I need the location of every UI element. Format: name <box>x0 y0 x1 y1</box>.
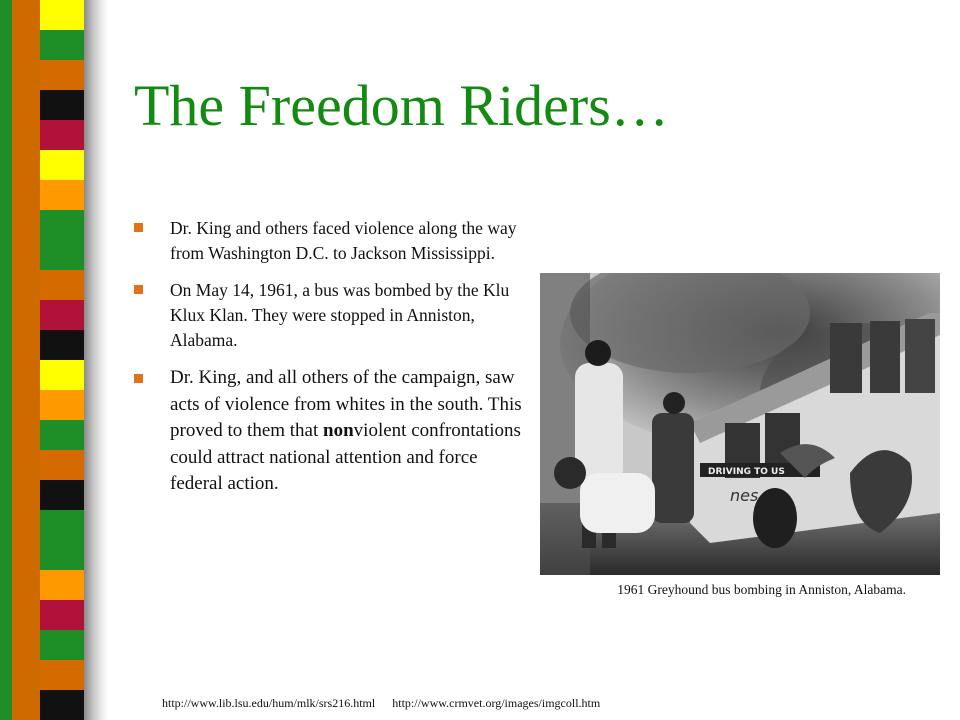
stripe-block <box>40 300 84 330</box>
bullet-item <box>134 278 524 353</box>
stripe-block <box>40 240 84 270</box>
decorative-stripe <box>0 0 110 720</box>
bullet-list <box>134 216 524 510</box>
photo-person-head <box>663 392 685 414</box>
photo-person-head <box>554 457 586 489</box>
stripe-block <box>40 90 84 120</box>
stripe-block <box>40 330 84 360</box>
stripe-block <box>40 120 84 150</box>
photo-bus-wheel <box>753 488 797 548</box>
photo-bus-window <box>830 323 862 393</box>
stripe-block <box>40 30 84 60</box>
source-link-crmvet[interactable]: http://www.crmvet.org/images/imgcoll.htm <box>392 696 601 710</box>
stripe-block <box>40 150 84 180</box>
bullet-text: On May 14, 1961, a bus was bombed by the Klu Klux Klan. They were stopped in Anniston, Alabama. <box>170 280 510 350</box>
photo-person-crouching <box>580 473 655 533</box>
bullet-square-icon <box>134 223 143 232</box>
photo-bus-window <box>905 319 935 393</box>
stripe-block <box>40 360 84 390</box>
photo-bus-window <box>870 321 900 393</box>
stripe-block <box>40 540 84 570</box>
stripe-shadow <box>84 0 108 720</box>
photo-illustration <box>540 273 940 575</box>
stripe-block <box>40 0 84 30</box>
photo-person-head <box>585 340 611 366</box>
stripe-block <box>40 570 84 600</box>
bullet-item <box>134 216 524 266</box>
source-links <box>162 696 600 711</box>
stripe-block <box>40 690 84 720</box>
stripe-block <box>40 510 84 540</box>
bullet-square-icon <box>134 285 143 294</box>
stripe-block <box>40 270 84 300</box>
slide-title: The Freedom Riders… <box>134 73 669 138</box>
photo-bus-name: nes <box>730 486 759 505</box>
photo-bus-sign: DRIVING TO US <box>708 467 785 477</box>
bullet-item <box>134 365 524 498</box>
bullet-text: Dr. King and others faced violence along the way from Washington D.C. to Jackson Mississippi. <box>170 218 517 263</box>
bullet-text-bold: non <box>323 420 354 441</box>
photo-caption: 1961 Greyhound bus bombing in Anniston, Alabama. <box>617 582 906 597</box>
stripe-block <box>40 210 84 240</box>
bullet-text <box>170 367 522 494</box>
stripe-block <box>40 660 84 690</box>
stripe-left-band <box>0 0 40 720</box>
stripe-block <box>40 450 84 480</box>
stripe-block <box>40 480 84 510</box>
photo-person-suit <box>652 413 694 523</box>
bus-bombing-photo <box>540 273 940 575</box>
stripe-block <box>40 180 84 210</box>
stripe-block <box>40 630 84 660</box>
bullet-square-icon <box>134 374 143 383</box>
stripe-block <box>40 600 84 630</box>
stripe-color-blocks <box>40 0 84 720</box>
source-link-lsu[interactable]: http://www.lib.lsu.edu/hum/mlk/srs216.html <box>162 696 376 710</box>
stripe-block <box>40 390 84 420</box>
bullet-text-after: violent confrontations could attract national attention and force federal action. <box>170 420 521 494</box>
stripe-block <box>40 60 84 90</box>
bullet-text-before: Dr. King, and all others of the campaign, saw acts of violence from whites in the south. This proved to them that <box>170 367 522 441</box>
stripe-block <box>40 420 84 450</box>
